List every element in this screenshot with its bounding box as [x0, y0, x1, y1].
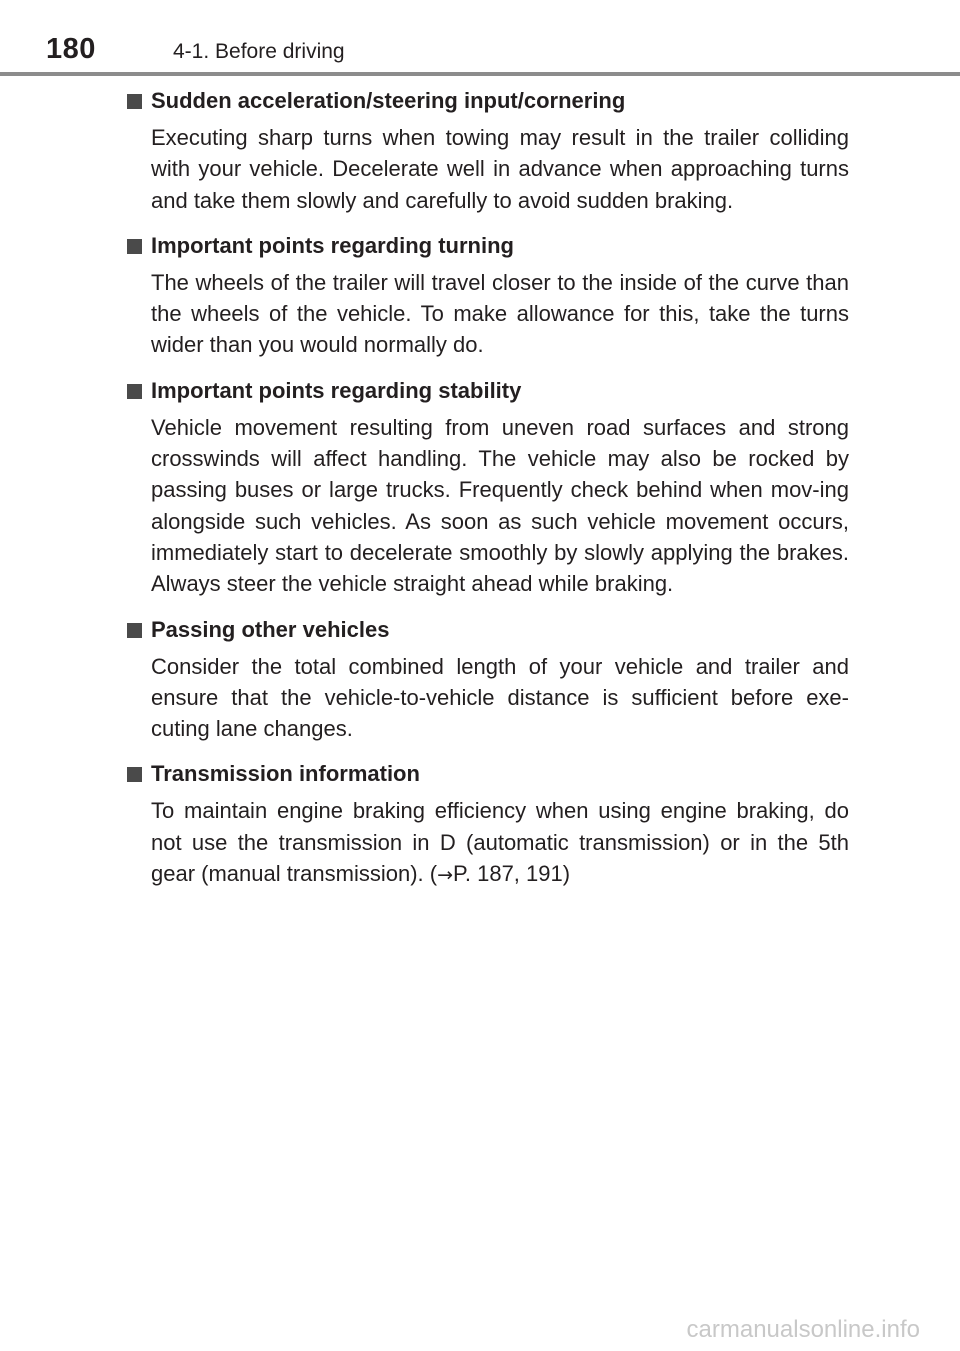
item-heading-text: Transmission information [151, 761, 420, 787]
item-heading [124, 376, 849, 406]
square-bullet-icon [127, 767, 142, 782]
square-bullet-icon [127, 384, 142, 399]
square-bullet-icon [127, 94, 142, 109]
section-item [124, 376, 849, 600]
section-item [124, 231, 849, 361]
item-heading-text: Sudden acceleration/steering input/cornering [151, 88, 626, 113]
item-body: Vehicle movement resulting from uneven road surfaces and strong crosswinds will affect handling. The vehicle may also be rocked by passing buses or large trucks. Frequently check behind when mov-ing alongside such vehicles. As soon as such vehicle movement occurs, immediately start to decelerate smoothly by slowly applying the brakes. Always steer the vehicle straight ahead while braking. [151, 414, 849, 597]
section-item [124, 615, 849, 745]
page-number: 180 [46, 33, 96, 65]
watermark: carmanualsonline.info [686, 1316, 920, 1343]
item-heading [124, 615, 849, 645]
section-item [124, 86, 849, 216]
item-body: Executing sharp turns when towing may result in the trailer colliding with your vehicle. Decelerate well in advance when approaching turns and take them slowly and carefully to avoid sudden braking. [151, 125, 849, 213]
section-title: 4-1. Before driving [173, 40, 345, 63]
item-heading [124, 86, 849, 116]
item-body: Consider the total combined length of your vehicle and trailer and ensure that the vehicle-to-vehicle distance is sufficient before exe-cuting lane changes. [151, 653, 849, 742]
item-body-text: To maintain engine braking efficiency when using engine braking, do not use the transmission in D (automatic transmission) or in the 5th gear (manual transmission). ( [151, 798, 849, 887]
page-header [0, 0, 960, 80]
arrow-icon: → [437, 864, 454, 887]
page-reference[interactable]: P. 187, 191) [453, 861, 571, 887]
section-item [124, 759, 849, 891]
header-divider [0, 72, 960, 76]
square-bullet-icon [127, 239, 142, 254]
item-heading [124, 759, 849, 789]
item-body [124, 795, 849, 891]
square-bullet-icon [127, 623, 142, 638]
item-heading-text: Important points regarding stability [151, 377, 522, 403]
item-body: The wheels of the trailer will travel closer to the inside of the curve than the wheels of the vehicle. To make allowance for this, take the turns wider than you would normally do. [151, 269, 849, 358]
item-heading-text: Important points regarding turning [151, 232, 514, 258]
item-heading-text: Passing other vehicles [151, 616, 390, 642]
item-heading [124, 231, 849, 261]
page-content [124, 86, 849, 906]
